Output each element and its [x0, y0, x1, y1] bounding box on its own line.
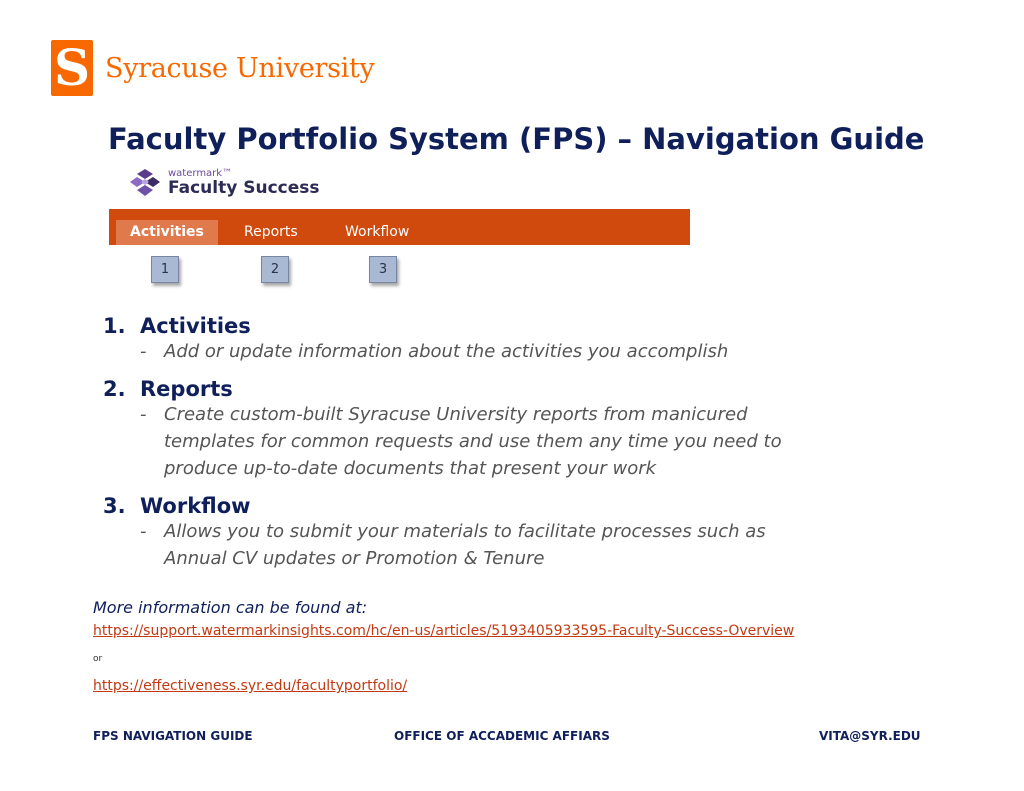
or-text: or: [93, 654, 103, 664]
marker-3: 3: [369, 256, 397, 283]
footer-email: VITA@SYR.EDU: [819, 729, 921, 743]
logo-wordmark: Syracuse University: [105, 52, 375, 84]
description-line: produce up-to-date documents that present your work: [164, 458, 657, 479]
item-description: [140, 518, 923, 572]
logo-s-mark: S: [51, 40, 93, 96]
tab-workflow[interactable]: Workflow: [345, 224, 410, 240]
dash: -: [140, 521, 147, 542]
watermark-wordmark: watermark™: [168, 168, 233, 179]
item-title: Reports: [140, 377, 233, 401]
list-item: [103, 314, 923, 365]
faculty-success-wordmark: Faculty Success: [168, 178, 320, 198]
item-number: 2.: [103, 377, 126, 401]
dash: -: [140, 341, 147, 362]
nav-bar: [109, 209, 690, 245]
description-line: templates for common requests and use them any time you need to: [164, 431, 782, 452]
item-description: [140, 401, 923, 482]
support-link[interactable]: https://support.watermarkinsights.com/hc/en-us/articles/5193405933595-Faculty-Success-Overview: [93, 623, 795, 639]
item-number: 3.: [103, 494, 126, 518]
page-title: Faculty Portfolio System (FPS) – Navigation Guide: [108, 122, 925, 156]
description-line: Allows you to submit your materials to facilitate processes such as: [164, 521, 766, 542]
item-description: [140, 338, 923, 365]
list-item: [103, 494, 923, 572]
item-title: Activities: [140, 314, 251, 338]
syracuse-logo: [51, 40, 375, 96]
footer-office: OFFICE OF ACCADEMIC AFFIARS: [394, 729, 610, 743]
watermark-icon: [130, 168, 160, 198]
description-line: Create custom-built Syracuse University reports from manicured: [164, 404, 748, 425]
description-line: Annual CV updates or Promotion & Tenure: [164, 548, 545, 569]
dash: -: [140, 404, 147, 425]
item-title: Workflow: [140, 494, 251, 518]
item-number: 1.: [103, 314, 126, 338]
marker-1: 1: [151, 256, 179, 283]
more-info-label: More information can be found at:: [93, 598, 368, 617]
faculty-success-logo: [130, 168, 320, 198]
tab-reports[interactable]: Reports: [244, 224, 298, 240]
feature-list: [103, 314, 923, 584]
tab-activities[interactable]: Activities: [116, 220, 218, 245]
footer-guide-title: FPS NAVIGATION GUIDE: [93, 729, 253, 743]
marker-2: 2: [261, 256, 289, 283]
description-line: Add or update information about the activities you accomplish: [164, 341, 729, 362]
effectiveness-link[interactable]: https://effectiveness.syr.edu/facultyportfolio/: [93, 678, 408, 694]
list-item: [103, 377, 923, 482]
